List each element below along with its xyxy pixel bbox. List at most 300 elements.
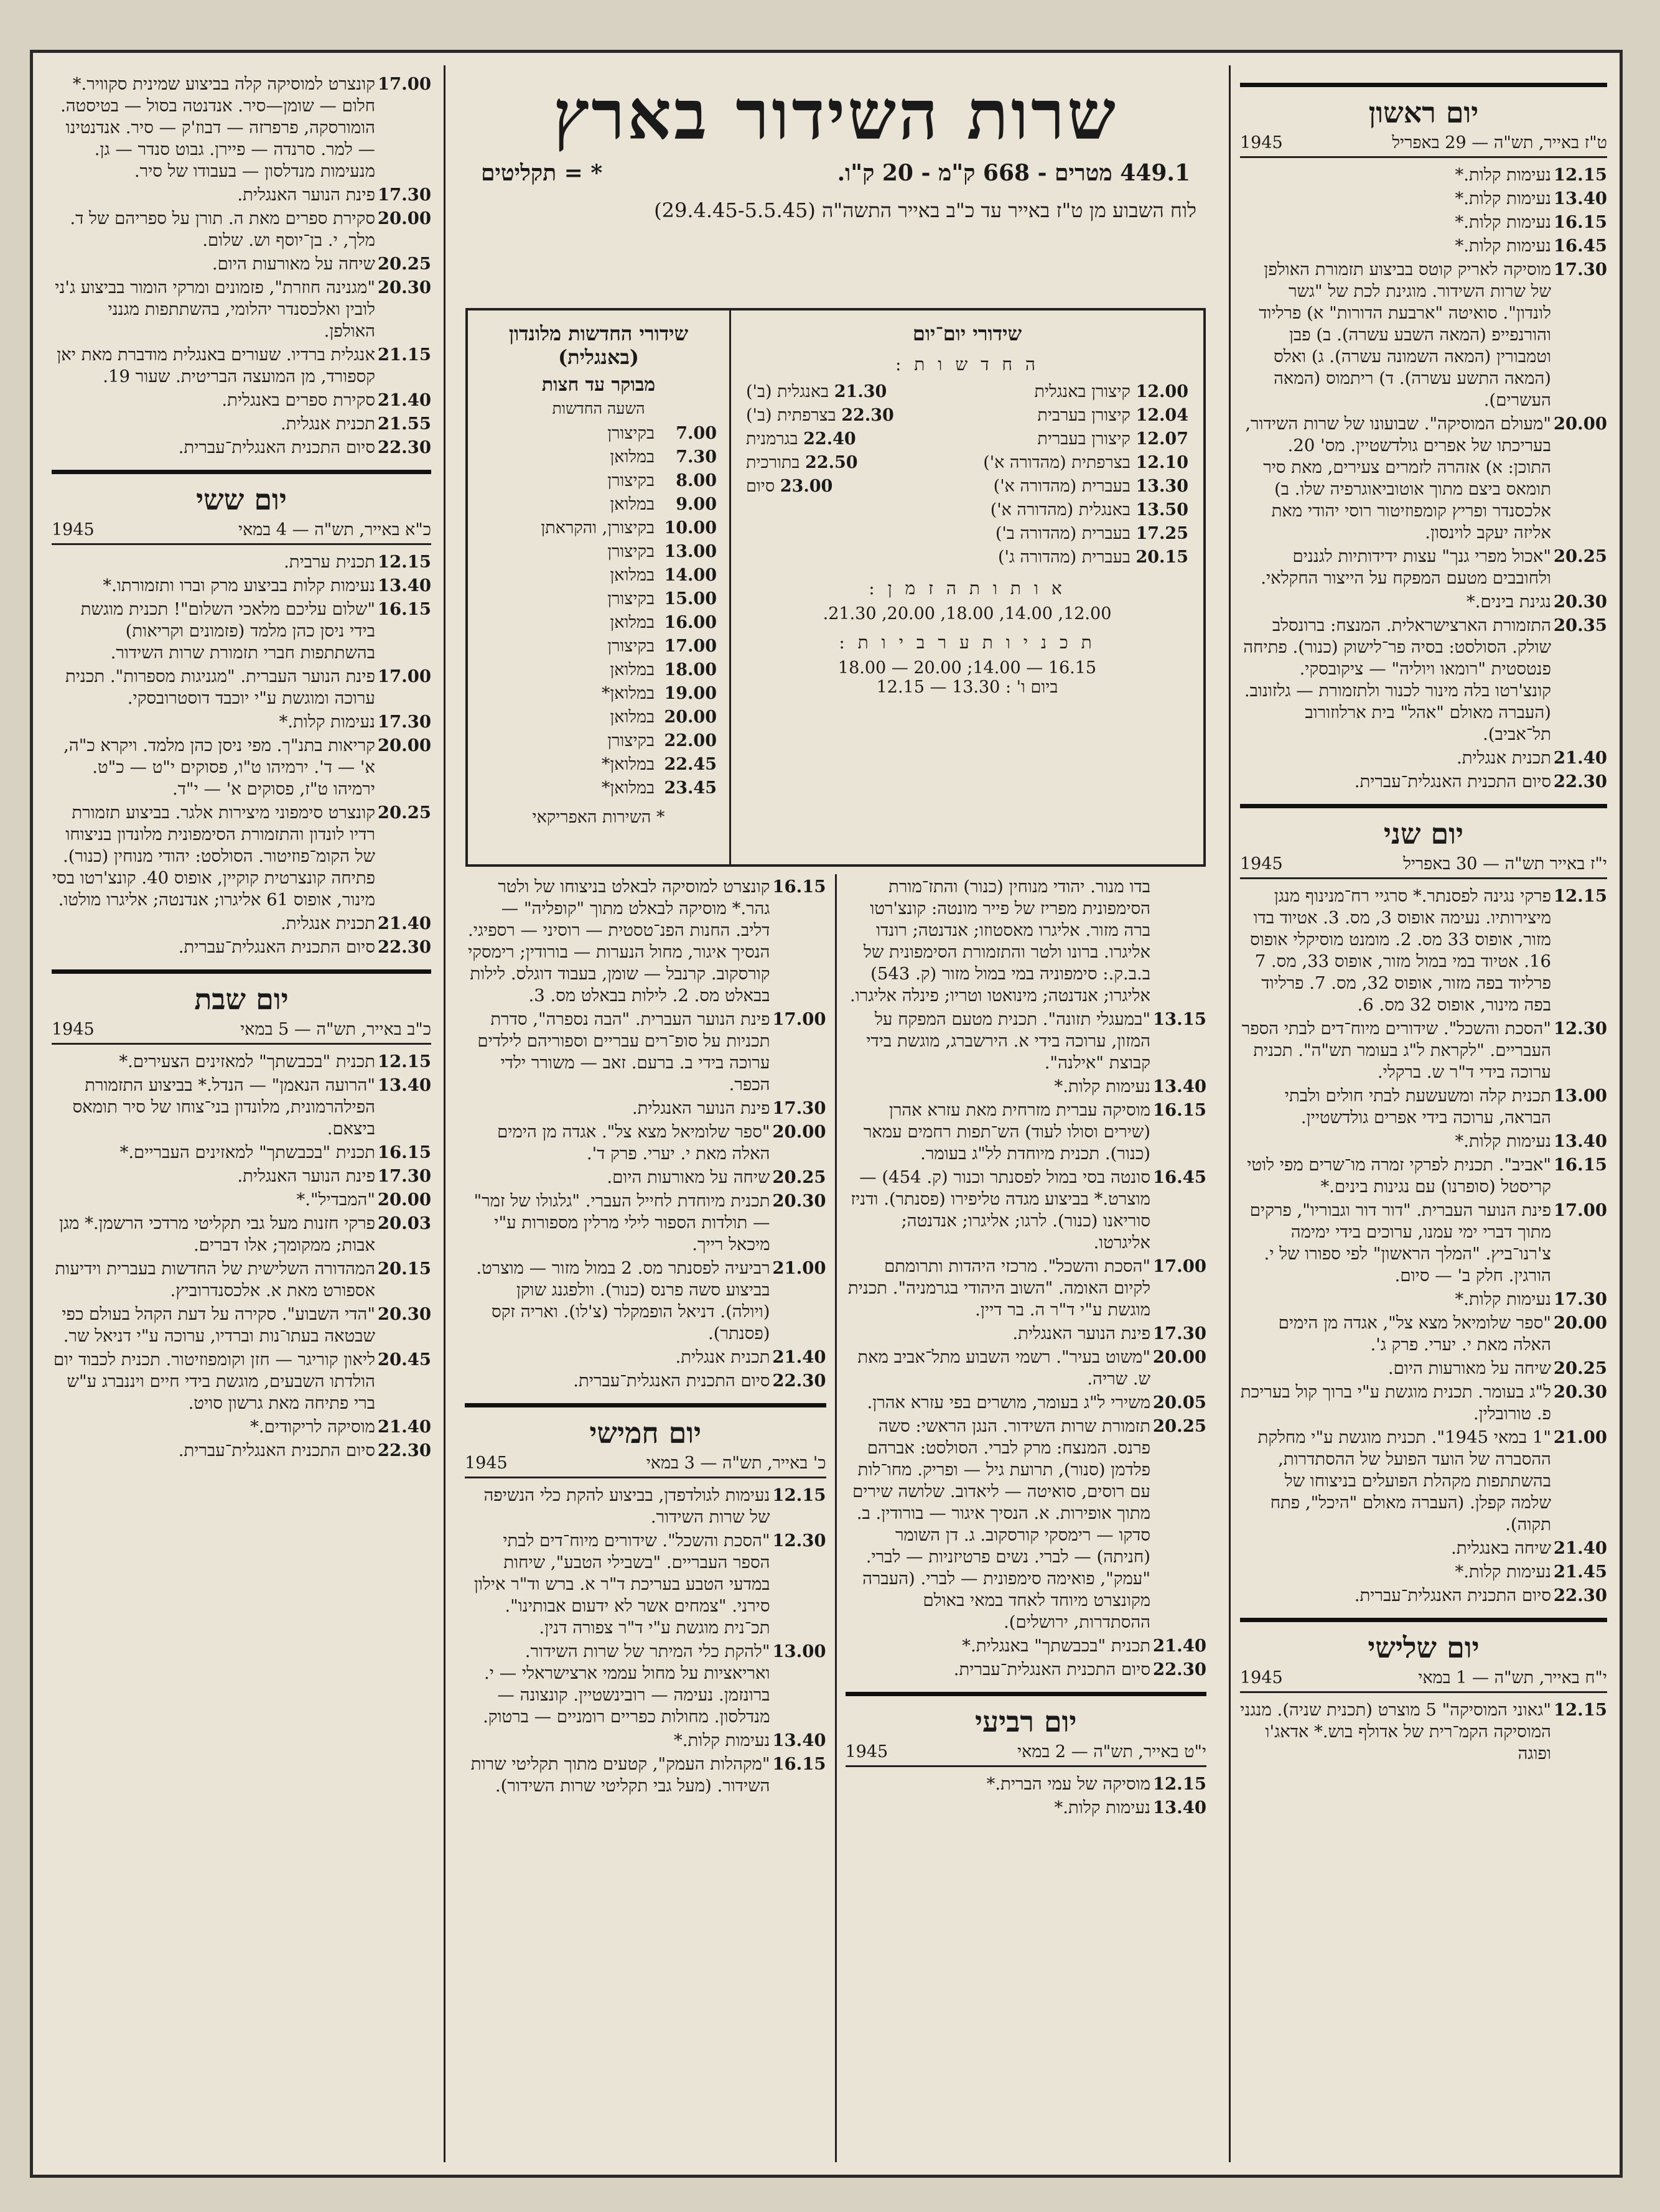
program-entry bbox=[1240, 1085, 1607, 1129]
news-row bbox=[746, 380, 1188, 404]
day-year: 1945 bbox=[52, 520, 95, 539]
news-row bbox=[746, 546, 1188, 569]
london-list bbox=[480, 422, 717, 800]
program-time: 16.15 bbox=[772, 1754, 826, 1774]
program-time: 12.30 bbox=[772, 1531, 826, 1551]
program-entry bbox=[1240, 188, 1607, 210]
program-entry bbox=[1240, 1538, 1607, 1559]
program-description: נעימות קלות.* bbox=[279, 712, 375, 732]
london-type: בקיצורן, והקראתן bbox=[541, 518, 655, 538]
news-item bbox=[1037, 427, 1188, 451]
program-time: 22.30 bbox=[377, 1440, 431, 1460]
program-time: 20.00 bbox=[1553, 1313, 1607, 1333]
news-desc: בצרפתית (מהדורה א') bbox=[983, 453, 1131, 472]
london-row bbox=[480, 753, 717, 777]
news-item bbox=[746, 475, 832, 498]
program-description: נעימות קלות.* bbox=[1455, 189, 1551, 208]
program-description: תכנית ערבית. bbox=[284, 552, 375, 572]
london-time: 15.00 bbox=[664, 589, 717, 609]
program-description: נעימות קלות.* bbox=[1054, 1798, 1150, 1818]
time-signals-label: א ו ת ו ת ה ז מ ן : bbox=[869, 578, 1066, 599]
london-time: 19.00 bbox=[664, 684, 717, 703]
program-entry bbox=[465, 1258, 826, 1345]
day-header bbox=[1240, 804, 1607, 879]
program-time: 22.30 bbox=[772, 1371, 826, 1391]
london-time: 13.00 bbox=[664, 542, 717, 561]
london-footnote: * השירות האפריקאי bbox=[532, 808, 665, 827]
program-time: 13.40 bbox=[1553, 189, 1607, 208]
day-header bbox=[1240, 1618, 1607, 1693]
program-entry bbox=[52, 184, 431, 206]
program-description: מוסיקה לריקודים.* bbox=[250, 1417, 375, 1437]
program-time: 22.30 bbox=[377, 937, 431, 957]
program-description: נעימות קלות.* bbox=[1455, 1562, 1551, 1582]
program-description: שיחה על מאורעות היום. bbox=[1387, 1358, 1551, 1378]
program-entry bbox=[52, 1416, 431, 1438]
week-range: לוח השבוע מן ט"ז באייר עד כ"ב באייר התשה"ה (29.4.45-5.5.45) bbox=[654, 198, 1196, 222]
program-description: "1 במאי 1945". תכנית מוגשת ע"י מחלקת ההסברה של הועד הפועל של ההסתדרות, בהשתתפות מקהלת הפועלים בניצוחו של שלמה קפלן. (העברה מאולם "היכל", פתח תקוה). bbox=[1257, 1427, 1551, 1534]
program-time: 21.55 bbox=[377, 414, 431, 434]
program-time: 17.30 bbox=[772, 1098, 826, 1118]
news-time: 12.10 bbox=[1135, 453, 1188, 472]
program-entry bbox=[1240, 591, 1607, 613]
program-description: נעימות קלות.* bbox=[1455, 1289, 1551, 1309]
program-entry bbox=[52, 599, 431, 664]
program-time: 20.00 bbox=[1553, 414, 1607, 434]
program-entry bbox=[465, 1167, 826, 1188]
program-entry bbox=[1240, 771, 1607, 793]
program-entry bbox=[1240, 212, 1607, 233]
news-time: 20.15 bbox=[1135, 548, 1188, 567]
program-entry bbox=[52, 413, 431, 435]
news-item bbox=[746, 404, 894, 427]
program-description: המהדורה השלישית של החדשות בעברית וידיעות אספורט מאת א. אלכסנדרוביץ. bbox=[55, 1259, 375, 1300]
day-title: יום שלישי bbox=[1368, 1631, 1480, 1664]
program-entry bbox=[52, 277, 431, 342]
program-description: "מעולם המוסיקה". שבועונו של שרות השידור, בעריכתו של אפרים גולדשטיין. מס' 20. התוכן: א) אזהרה לזמרים צעירים, מאת סיר תומאס ביצם מתוך אוטוביאוגרפיה שלו. ב) אלכסנדר ופריץ קומפוזיטור רוסי יהודי מאת אליזה יעקב לוינסון. bbox=[1245, 414, 1551, 543]
middle-text-columns bbox=[456, 874, 1215, 2162]
program-time: 20.25 bbox=[1152, 1416, 1206, 1436]
column-right bbox=[1240, 72, 1607, 2162]
program-entry bbox=[465, 1730, 826, 1752]
london-time: 9.00 bbox=[676, 495, 717, 514]
news-desc: בגרמנית bbox=[746, 429, 798, 449]
newspaper-page bbox=[30, 50, 1623, 2178]
program-time: 20.30 bbox=[377, 1304, 431, 1324]
london-time: 18.00 bbox=[664, 660, 717, 679]
news-desc: בצרפתית (ב') bbox=[746, 406, 836, 425]
program-time: 17.30 bbox=[1152, 1323, 1206, 1343]
program-time: 16.15 bbox=[1553, 1155, 1607, 1175]
program-time: 13.40 bbox=[377, 1075, 431, 1095]
program-time: 20.00 bbox=[377, 208, 431, 228]
london-sub: מבוקר עד חצות bbox=[541, 374, 656, 396]
program-entry bbox=[846, 1797, 1207, 1819]
london-row bbox=[480, 777, 717, 800]
london-row bbox=[480, 729, 717, 753]
program-time: 20.25 bbox=[772, 1167, 826, 1187]
news-row bbox=[746, 522, 1188, 546]
program-time: 12.15 bbox=[377, 1052, 431, 1071]
program-entry bbox=[465, 1641, 826, 1728]
program-description: שיחה על מאורעות היום. bbox=[607, 1167, 770, 1187]
program-time: 21.45 bbox=[1553, 1562, 1607, 1582]
program-time: 12.30 bbox=[1553, 1019, 1607, 1038]
london-time: 23.45 bbox=[664, 778, 717, 798]
program-time: 17.00 bbox=[772, 1009, 826, 1029]
program-entry bbox=[846, 1416, 1207, 1633]
program-entry bbox=[1240, 1312, 1607, 1356]
news-item bbox=[994, 475, 1188, 498]
london-type: במלואן* bbox=[601, 755, 655, 774]
program-time: 20.30 bbox=[377, 278, 431, 297]
program-entry bbox=[846, 1659, 1207, 1681]
program-description: פינת הנוער העברית. "הבה נספרה", סדרת תכניות על סופ־רים עבריים וספוריהם לילדים ערוכה בידי ב. ברעם. זאב — משורר ילדי הכפר. bbox=[477, 1009, 770, 1094]
program-time: 20.05 bbox=[1152, 1393, 1206, 1412]
program-description: "אכול מפרי גנך" עצות ידידותיות לגננים ולחובבים מטעם המפקח על הייצור החקלאי. bbox=[1261, 546, 1551, 588]
program-entry bbox=[846, 1076, 1207, 1098]
program-time: 20.45 bbox=[377, 1350, 431, 1370]
program-description: קריאות בתנ"ך. מפי ניסן כהן מלמד. ויקרא כ"ה, א' — ד'. ירמיהו ט"ו, פסוקים י"ט — כ"ט. ירמיהו ט"ז, פסוקים א' — י"ד. bbox=[63, 735, 375, 799]
program-entry bbox=[846, 876, 1207, 1007]
program-description: קונצרט למוסיקה לבאלט בניצוחו של ולטר גהר.* מוסיקה לבאלט מתוך "קופליה" — דליב. החנות הפנ־טסטית — רוסיני — רספיגי. הנסיך איגור, מחול הנערות — בורודין; רימסקי קורסקוב. קרנבל — שומן, בעבוד דוגלס. לילות בבאלט מס. 2. לילות בבאלט מס. 3. bbox=[468, 877, 770, 1006]
program-entry bbox=[52, 666, 431, 709]
program-time: 21.00 bbox=[1553, 1427, 1607, 1447]
program-entry bbox=[1240, 747, 1607, 769]
news-item bbox=[998, 546, 1188, 569]
program-entry bbox=[1240, 546, 1607, 589]
day-date bbox=[1240, 854, 1607, 879]
program-time: 12.15 bbox=[1553, 165, 1607, 185]
day-date-hebrew: כ"א באייר, תש"ה — 4 במאי bbox=[238, 520, 431, 539]
london-type: במלואן bbox=[610, 495, 655, 514]
program-entry bbox=[1240, 1699, 1607, 1765]
program-time: 20.15 bbox=[377, 1259, 431, 1279]
london-type: בקיצורן bbox=[607, 471, 655, 490]
london-row bbox=[480, 422, 717, 446]
program-time: 13.40 bbox=[1553, 1131, 1607, 1151]
program-time: 22.30 bbox=[1553, 1585, 1607, 1605]
continuation-list bbox=[465, 876, 826, 1392]
london-type: בקיצורן bbox=[607, 542, 655, 561]
news-time: 22.40 bbox=[803, 429, 856, 449]
program-time: 16.45 bbox=[1553, 236, 1607, 256]
masthead-title: שרות השידור בארץ bbox=[553, 75, 1118, 155]
program-description: תכנית "בכבשתך" למאזינים הצעירים.* bbox=[119, 1052, 375, 1071]
program-time: 21.40 bbox=[377, 1417, 431, 1437]
day-monday bbox=[1240, 804, 1607, 1607]
arabic-friday: ביום ו' : 13.30 — 12.15 bbox=[876, 678, 1058, 697]
daily-broadcasts bbox=[729, 310, 1203, 864]
london-time: 16.00 bbox=[664, 613, 717, 632]
program-time: 17.00 bbox=[377, 666, 431, 686]
program-time: 21.40 bbox=[1553, 748, 1607, 768]
program-time: 20.25 bbox=[1553, 1358, 1607, 1378]
london-row bbox=[480, 635, 717, 658]
masthead bbox=[456, 72, 1215, 222]
program-entry bbox=[52, 711, 431, 733]
program-time: 21.40 bbox=[1553, 1538, 1607, 1558]
day-date bbox=[465, 1454, 826, 1478]
program-description: סיום התכנית האנגלית־עברית. bbox=[573, 1371, 770, 1391]
program-entry bbox=[52, 1258, 431, 1302]
program-entry bbox=[846, 1635, 1207, 1657]
program-time: 13.15 bbox=[1152, 1009, 1206, 1029]
arabic-label: ת כ נ י ו ת ע ר ב י ו ת : bbox=[839, 632, 1096, 653]
program-description: קונצרט סימפוני מיצירות אלגר. בביצוע תזמורת רדיו לונדון והתזמורת הסימפונית מלונדון בניצוחו של הקומ־פוזיטור. הסולסט: יהודי מנוחין (כנור). פתיחה קונצרטית קוקיין, אופוס 40. קונצ'רטו בסי מינור, אופוס 61 אליגרו; אנדנטה; אליגרו מולטו. bbox=[52, 803, 375, 910]
program-time: 13.40 bbox=[1152, 1798, 1206, 1818]
middle-col-right bbox=[837, 874, 1216, 2162]
program-description: "הדי השבוע". סקירה על דעת הקהל בעולם כפי שבטאה בעתו־נות וברדיו, ערוכה ע"י דניאל שר. bbox=[62, 1304, 375, 1346]
program-entry bbox=[465, 1009, 826, 1096]
program-description: "הסכת והשכל". מרכזי היהדות ותרומתם לקיום האומה. "השוב היהודי בגרמניה". תכנית מוגשת ע"י ד"ר ה. בר דיין. bbox=[847, 1256, 1150, 1320]
day-header bbox=[846, 1692, 1207, 1767]
program-entry bbox=[52, 735, 431, 800]
program-time: 22.30 bbox=[1553, 772, 1607, 791]
day-sunday bbox=[1240, 83, 1607, 793]
program-description: סיום התכנית האנגלית־עברית. bbox=[1354, 1585, 1551, 1605]
program-entry bbox=[465, 1121, 826, 1165]
news-item bbox=[746, 380, 887, 404]
program-entry bbox=[52, 551, 431, 573]
london-row bbox=[480, 469, 717, 493]
program-description: תכנית "בכבשתך" למאזינים העבריים.* bbox=[119, 1142, 375, 1162]
news-time: 17.25 bbox=[1135, 524, 1188, 543]
day-date-hebrew: ט"ז באייר, תש"ה — 29 באפריל bbox=[1392, 133, 1607, 152]
news-desc: באנגלית (מהדורה א') bbox=[990, 500, 1131, 520]
london-type: במלואן bbox=[610, 447, 655, 467]
news-item bbox=[996, 522, 1188, 546]
day-date bbox=[1240, 1668, 1607, 1693]
program-entry bbox=[52, 1213, 431, 1256]
news-item bbox=[983, 451, 1188, 475]
program-time: 17.30 bbox=[1553, 1289, 1607, 1309]
program-time: 16.15 bbox=[377, 1142, 431, 1162]
program-entry bbox=[52, 1349, 431, 1414]
program-description: "במעגלי תזונה". תכנית מטעם המפקח על המזון, ערוכה בידי א. הירשברג, מוגשת בידי קבוצת "אילנה". bbox=[866, 1009, 1150, 1073]
program-entry bbox=[52, 936, 431, 958]
program-time: 20.00 bbox=[377, 735, 431, 755]
program-time: 20.25 bbox=[377, 803, 431, 823]
program-time: 17.30 bbox=[377, 712, 431, 732]
program-entry bbox=[846, 1099, 1207, 1165]
london-type: במלואן bbox=[610, 660, 655, 679]
program-entry bbox=[52, 208, 431, 251]
records-note: * = תקליטים bbox=[481, 160, 603, 186]
day-year: 1945 bbox=[1240, 133, 1283, 152]
program-entry bbox=[846, 1009, 1207, 1074]
program-time: 13.40 bbox=[377, 576, 431, 595]
program-entry bbox=[465, 1370, 826, 1392]
program-entry bbox=[52, 802, 431, 911]
day-year: 1945 bbox=[465, 1454, 508, 1473]
continuation-list bbox=[846, 876, 1207, 1681]
program-entry bbox=[52, 1075, 431, 1140]
london-time: 17.00 bbox=[664, 637, 717, 656]
program-description: "הרועה הנאמן" — הנדל.* בביצוע התזמורת הפילהרמונית, מלונדון בני־צוחו של סיר תומאס ביצאם. bbox=[72, 1075, 375, 1139]
london-type: בקיצורן bbox=[607, 424, 655, 443]
program-entry bbox=[1240, 1154, 1607, 1198]
program-time: 20.25 bbox=[1553, 546, 1607, 566]
program-description: "אביב". תכנית לפרקי זמרה מו־שרים מפי לוטי קריסטל (סופרנו) עם נגינות בינים.* bbox=[1247, 1155, 1551, 1197]
program-description: "הסכת והשכל". שידורים מיוח־דים לבתי הספר העבריים. "בשבילי הטבע", שיחות במדעי הטבע בעריכת ד"ר א. ברש וד"ר אילון סירני. "צמחים אשר לא ידעום אבותינו". תכ־נית מוגשת ע"י ד"ר צפורה דנין. bbox=[473, 1531, 770, 1638]
news-time: 23.00 bbox=[780, 477, 833, 496]
program-description: ל"ג בעומר. תכנית מוגשת ע"י ברוך קול בעריכת פ. טורובלין. bbox=[1240, 1382, 1551, 1424]
program-description: משירי ל"ג בעומר, מושרים בפי עזרא אהרן. bbox=[867, 1393, 1150, 1412]
program-description: תכנית אנגלית. bbox=[281, 913, 375, 933]
day-thursday bbox=[465, 1403, 826, 1797]
program-entry bbox=[52, 73, 431, 182]
day-title: יום חמישי bbox=[589, 1416, 702, 1450]
program-description: נעימות קלות בביצוע מרק וברו ותזמורתו.* bbox=[103, 576, 375, 595]
news-time: 13.30 bbox=[1135, 477, 1188, 496]
news-time: 22.30 bbox=[841, 406, 894, 425]
program-time: 20.00 bbox=[377, 1190, 431, 1210]
day-date bbox=[846, 1742, 1207, 1767]
program-description: סיום התכנית האנגלית־עברית. bbox=[178, 937, 375, 957]
london-title: שידורי החדשות מלונדון (באנגלית) bbox=[508, 322, 689, 369]
program-time: 12.15 bbox=[1553, 886, 1607, 906]
day-date bbox=[52, 520, 431, 545]
program-description: רביעיה לפסנתר מס. 2 במול מזור — מוצרט. בביצוע סשה פרנס (כנור). וולפגנג שוקן (ויולה). דניאל הופמקלר (צ'לו). ואריה זקס (פסנתר). bbox=[476, 1258, 770, 1343]
column-left bbox=[52, 72, 431, 2162]
program-entry bbox=[1240, 1585, 1607, 1607]
news-desc: בעברית (מהדורה ג') bbox=[997, 548, 1131, 567]
program-time: 21.00 bbox=[772, 1258, 826, 1278]
program-time: 17.30 bbox=[1553, 259, 1607, 279]
program-time: 20.30 bbox=[1553, 592, 1607, 612]
program-time: 13.40 bbox=[772, 1730, 826, 1750]
program-time: 21.40 bbox=[377, 913, 431, 933]
news-item bbox=[1034, 380, 1188, 404]
program-description: נעימות קלות.* bbox=[1455, 165, 1551, 185]
program-time: 12.15 bbox=[1152, 1774, 1206, 1794]
program-entry bbox=[465, 1190, 826, 1256]
program-description: פינת הנוער האנגלית. bbox=[1012, 1323, 1150, 1343]
day-title: יום שני bbox=[1383, 817, 1464, 851]
program-description: ליאון קוריגר — חזן וקומפוזיטור. תכנית לכבוד יום הולדתו השבעים, מוגשת בידי חיים ויננברג ע"ש ברי פתיחה מאת גרשון סויט. bbox=[54, 1350, 375, 1413]
program-time: 17.00 bbox=[1152, 1256, 1206, 1276]
news-time: 12.00 bbox=[1135, 382, 1188, 401]
program-time: 21.40 bbox=[772, 1347, 826, 1367]
program-time bbox=[1150, 876, 1206, 1007]
news-time: 22.50 bbox=[805, 453, 858, 472]
program-description: "מקהלות העמק", קטעים מתוך תקליטי שרות השידור. (מעל גבי תקליטי שרות השידור). bbox=[470, 1754, 770, 1796]
news-row bbox=[746, 404, 1188, 427]
program-time: 16.15 bbox=[772, 877, 826, 897]
daily-schedule-box bbox=[465, 308, 1206, 867]
program-description: סיום התכנית האנגלית־עברית. bbox=[178, 437, 375, 457]
news-row bbox=[746, 475, 1188, 498]
program-description: סונטה בסי במול לפסנתר וכנור (ק. 454) — מוצרט.* בביצוע מגדה טליפירו (פסנתר). ודניז סוריאנו (כנור). לרגו; אליגרו; אנדנטה; אליגרטו. bbox=[851, 1167, 1150, 1253]
day-date-hebrew: י"ח באייר, תש"ה — 1 במאי bbox=[1418, 1668, 1607, 1687]
london-hour-label: השעה החדשות bbox=[552, 399, 645, 418]
program-description: נגינת בינים.* bbox=[1466, 592, 1551, 612]
day-date bbox=[52, 1020, 431, 1045]
program-entry bbox=[846, 1256, 1207, 1321]
news-desc: בעברית (מהדורה ב') bbox=[995, 524, 1131, 543]
day-header bbox=[52, 969, 431, 1045]
program-description: תזמורת שרות השידור. הנגן הראשי: סשה פרנס. המנצח: מרק לברי. הסולסט: אברהם פלדמן (סנור), תרועת גיל — ופריק. מחו־לות עם רוסים, סואיטה — ליאדוב. שלושה שירים מתוך אופירות. א. הנסיך איגור — בורודין. ב. סדקו — רימסקי קורסקוב. ג. דן השומר (חניתה) — לברי. נשים פרטיזניות — לברי. "עמק", פואימה סימפונית — לברי. (העברה מקונצרט מיוחד לאחד במאי באולם ההסתדרות, ירושלים). bbox=[852, 1416, 1150, 1632]
program-description: בדו מנור. יהודי מנוחין (כנור) והתז־מורת הסימפונית מפריז של פייר מונטה: קונצ'רטו ברה מזור. אליגרו מאסטוזו; אנדנטה; רונדו אליגרו. ברונו ולטר והתזמורת הסימפונית של ב.ב.ק.: סימפוניה במי במול מזור (ק. 543) אליגרו; אנדנטה; מינואטו וטריו; פינלה אליגרו. bbox=[850, 877, 1150, 1006]
middle-col-left bbox=[456, 874, 837, 2162]
program-entry bbox=[1240, 235, 1607, 257]
day-year: 1945 bbox=[1240, 854, 1283, 874]
news-item bbox=[746, 427, 856, 451]
london-row bbox=[480, 587, 717, 611]
column-middle bbox=[456, 72, 1215, 2162]
program-description: תכנית "בכבשתך" באנגלית.* bbox=[962, 1636, 1150, 1656]
day-year: 1945 bbox=[52, 1020, 95, 1039]
program-description: נעימות קלות.* bbox=[1455, 1131, 1551, 1151]
program-entry bbox=[846, 1323, 1207, 1345]
day-year: 1945 bbox=[1240, 1668, 1283, 1687]
news-desc: בעברית (מהדורה א') bbox=[993, 477, 1131, 496]
day-date bbox=[1240, 133, 1607, 158]
program-description: פינת הנוער האנגלית. bbox=[237, 185, 375, 205]
news-time: 12.07 bbox=[1135, 429, 1188, 449]
program-entry bbox=[1240, 615, 1607, 745]
news-list bbox=[746, 380, 1188, 569]
day-saturday bbox=[52, 969, 431, 1462]
program-time: 17.30 bbox=[377, 1166, 431, 1186]
program-entry bbox=[1240, 1200, 1607, 1287]
london-time: 14.00 bbox=[664, 566, 717, 585]
london-type: בקיצורן bbox=[607, 637, 655, 656]
program-entry bbox=[1240, 1131, 1607, 1152]
program-entry bbox=[465, 876, 826, 1007]
arabic-times: 16.15 — 14.00; 20.00 — 18.00 bbox=[837, 658, 1097, 678]
london-row bbox=[480, 706, 717, 729]
program-entry bbox=[1240, 1289, 1607, 1310]
london-type: בקיצורן bbox=[607, 731, 655, 750]
program-time: 21.40 bbox=[377, 390, 431, 410]
program-entry bbox=[52, 253, 431, 275]
program-time: 20.35 bbox=[1553, 615, 1607, 635]
program-description: שיחה על מאורעות היום. bbox=[212, 254, 375, 274]
news-desc: סיום bbox=[746, 477, 775, 496]
program-description: "גאוני המוסיקה" 5 מוצרט (תכנית שניה). מנגני המוסיקה הקמ־רית של אדולף בוש.* אדאג'ו ופוגה bbox=[1240, 1700, 1551, 1763]
program-time: 20.00 bbox=[1152, 1347, 1206, 1367]
london-type: במלואן bbox=[610, 707, 655, 727]
program-entry bbox=[465, 1098, 826, 1119]
program-entry bbox=[846, 1167, 1207, 1254]
program-description: מוסיקה עברית מזרחית מאת עזרא אהרן (שירים וסולו לעוד) הש־תפות רחמים עמאר (כנור). תכנית מיוחדת לל"ג בעומר. bbox=[863, 1100, 1150, 1164]
london-row bbox=[480, 564, 717, 587]
program-time: 20.30 bbox=[772, 1191, 826, 1211]
program-description: "משוט בעיר". רשמי השבוע מתל־אביב מאת ש. שריה. bbox=[857, 1347, 1150, 1389]
program-entry bbox=[1240, 1381, 1607, 1425]
program-description: פינת הנוער העברית. "מגניגות מספרות". תכנית ערוכה ומוגשת ע"י יוכבד דוסטרובסקי. bbox=[65, 666, 375, 708]
program-time: 16.15 bbox=[1553, 212, 1607, 232]
program-time: 12.15 bbox=[772, 1485, 826, 1505]
news-desc: קיצורן בערבית bbox=[1037, 406, 1131, 425]
program-entry bbox=[52, 913, 431, 935]
london-row bbox=[480, 611, 717, 635]
program-entry bbox=[1240, 259, 1607, 411]
program-description: סיום התכנית האנגלית־עברית. bbox=[1354, 772, 1551, 791]
london-row bbox=[480, 516, 717, 540]
day-date-hebrew: כ' באייר, תש"ה — 3 במאי bbox=[646, 1454, 826, 1473]
program-time: 12.15 bbox=[1553, 1700, 1607, 1720]
program-entry bbox=[52, 1189, 431, 1211]
program-entry bbox=[1240, 413, 1607, 544]
day-date-hebrew: י"ז באייר תש"ה — 30 באפריל bbox=[1403, 854, 1607, 874]
column-rule bbox=[444, 65, 445, 2162]
continuation-list bbox=[52, 73, 431, 459]
news-desc: בתורכית bbox=[746, 453, 800, 472]
london-row bbox=[480, 540, 717, 564]
